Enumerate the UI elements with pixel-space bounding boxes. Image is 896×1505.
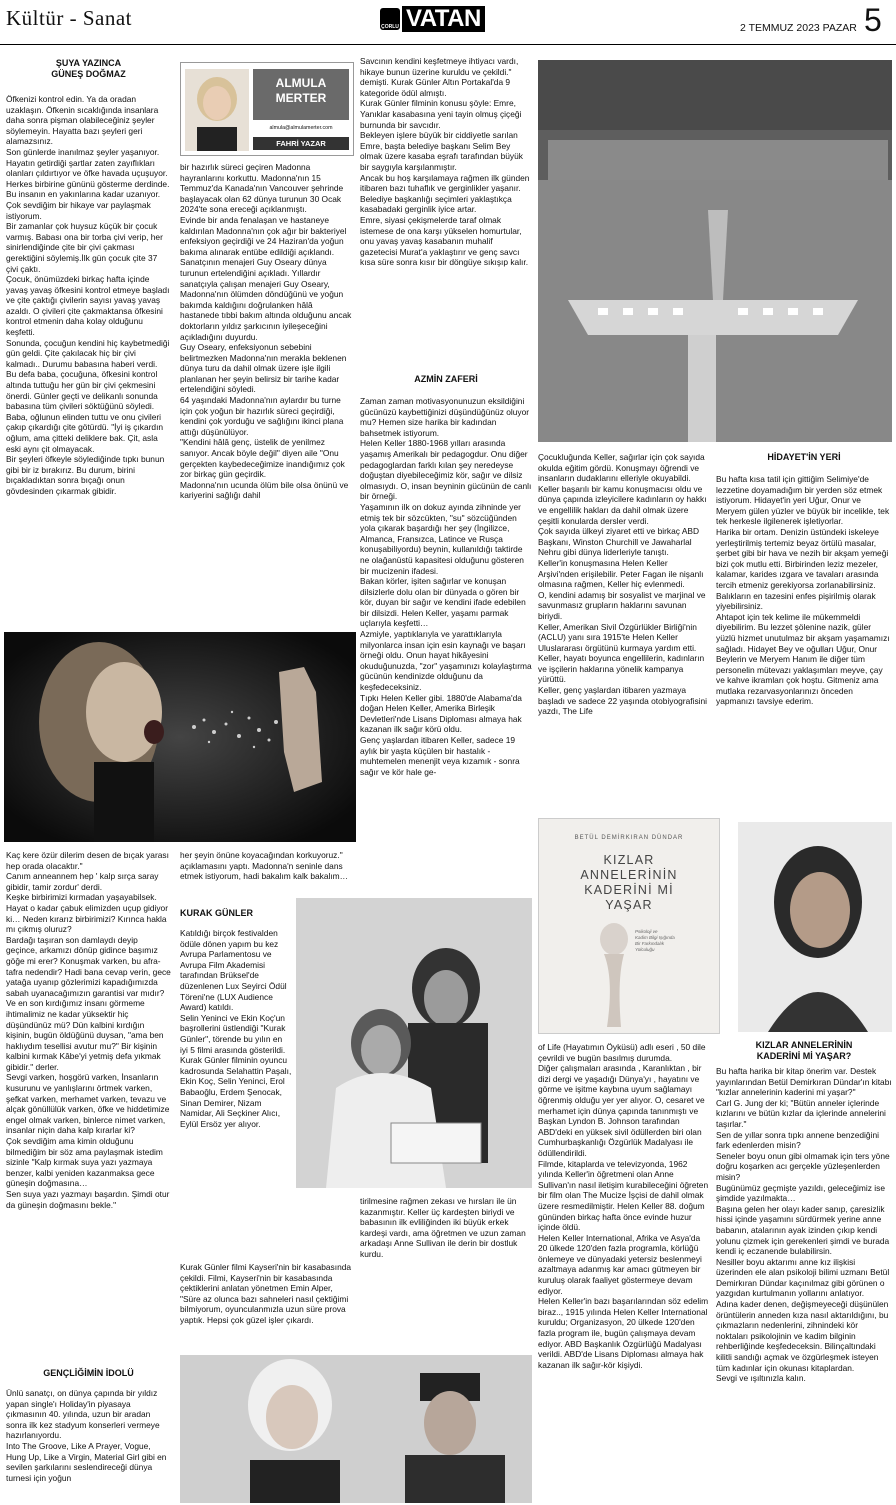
col5-heading2: KIZLAR ANNELERİNİN KADERİNİ Mİ YAŞAR?: [755, 1040, 853, 1061]
col2-body-a: bir hazırlık süreci geçiren Madonna hayranlarını korkuttu. Madonna'nın 15 Temmuz'da Kanada'nın Vancouver şehrinde başlayacak olan 62 dünya turunun 30 Ocak 2024'te sona ereceği açıklanmıştı. Evinde bir anda fenalaşan ve hastaneye kaldırılan Madonna'nın çok ağır bir bakteriyel enfeksiyon geçirdiği ve 24 Haziran'da yoğun bakıma alınarak entübe edildiği açıklandı. Sanatçının menajeri Guy Oseary dünya turunun ertelendiğini açıkladı. Yıllardır sanatçıyla çalışan menajeri Guy Oseary, Madonna'nın ölümden döndüğünü ve yoğun bakımda kaldığını doğrulanken hâlâ hastanede tıbbi bakım altında olduğunu ancak doktorların yıldız şarkıcının iyileşeceğini açıkladığını duyurdu. Guy Oseary, enfeksiyonun sebebini belirtmezken Madonna'nın merakla beklenen dünya turu da dahil olmak üzere işle ilgili planlanan her şeyin belirsiz bir tarihe kadar ertelendiğini söyledi. 64 yaşındaki Madonna'nın aylardır bu turne için çok yoğun bir hazırlık süreci geçirdiği, kendini çok yorduğu ve sağlığını ikinci plana attığı düşünülüyor. "Kendini hâlâ genç, üstelik de yenilmez sanıyor. Ancak böyle değil" diyen aile "Onu gerçekten kaybedeceğimize inandığımız çok zor birkaç gün geçirdik. Madonna'nın ucunda ölüm bile olsa önünü ve kariyerini sağlığı dahil: [180, 162, 352, 501]
col3-heading: AZMİN ZAFERİ: [414, 374, 478, 384]
helen-keller-photo: [296, 898, 532, 1188]
col2-body-c: Katıldığı birçok festivalden ödüle dönen yapım bu kez Avrupa Parlamentosu ve Avrupa Film Akademisi tarafından Brüksel'de düzenlenen Lux Seyirci Ödül Töreni'ne (LUX Audience Award) katıldı. Selin Yeninci ve Ekin Koç'un başrollerini üstlendiği "Kurak Günler", törende bu yılın en iyi 5 filmi arasında gösterildi. Kurak Günler filminin oyuncu kadrosunda Selahattin Paşalı, Ekin Koç, Selin Yeninci, Erol Babaoğlu, Erdem Şenocak, Sinan Demirer, Nizam Namidar, Ali Seçkiner Alıcı, Eylül Ersöz yer alıyor.: [180, 928, 292, 1129]
col5-body-b: Bu hafta harika bir kitap önerim var. Destek yayınlarından Betül Demirkıran Dündar'ın kitabı "kızlar annelerinin kaderini mi yaşar?" Carl G. Jung der ki; "Bütün anneler içlerinde kızlarını ve bütün kızlar da içlerinde annelerini taşırlar." Sen de yıllar sonra tıpkı annene benzediğini fark edenlerden misin? Seneler boyu onun gibi olmamak için ters yöne doğru koşarken acı gerçekle yüzleşenlerden misin? Bugünümüz geçmişte yazıldı, geleceğimiz ise şimdide yazılmakta… Başına gelen her olayı kader sanıp, çaresizlik hissi içinde yaşamını sürdürmek yerine anne babanın, atalarının ayak izinden çıkıp kendi yolunu çizmek için gerekenleri şimdi ve burada kendi iç eczanende bulabilirsin. Nesiller boyu aktarımı anne kız ilişkisi üzerinden ele alan psikoloji bilimi uzmanı Betül Demirkıran Dündar kaçınılmaz gibi görünen o yazgıdan kurtulmanın yollarını anlatıyor. Adına kader denen, değişmeyeceği düşünülen örüntülerin anneden kıza nasıl aktarıldığını, bu çıkmazların nedenlerini, zihnindeki kör noktaları psikolojinin ve kadim bilginin rehberliğinde keşfedeceksin. Bilinçaltındaki kilitli sandığı açmak ve özgürleşmek isteyen tüm kadınlar için okunası kitaplardan. Sevgi ve ışıltınızla kalın.: [716, 1066, 892, 1384]
author-portrait: [185, 69, 249, 151]
issue-date: 2 TEMMUZ 2023 PAZAR: [740, 22, 857, 34]
pier-photo: [538, 60, 892, 442]
book-cover: [538, 818, 720, 1034]
col4-body-b: of Life (Hayatımın Öyküsü) adlı eseri , 50 dile çevrildi ve bugün basılmış durumda. Diğer çalışmaları arasında , Karanlıktan , bir dizi dergi ve yaşadığı Dünya'yı , hayatını ve görme ve işitme kaybına uyum sağlamayı öğrenmiş olduğu yer yer alıyor. O, cesaret ve merhamet için dünya çapında tanınmıştı ve Başkan Lyndon B. Johnson tarafından ABD'deki en yüksek sivil ödüllerden biri olan Cumhurbaşkanlığı Özgürlük Madalyası ile ödüllendirildi. Filmde, kitaplarda ve televizyonda, 1962 yılında Keller'in öğretmeni olan Anne Sullivan'ın nasıl iletişim kurabileceğini öğreten bir film olan The Mucize İşçisi de dahil olmak üzere resmedilmiştir. Helen Keller 88. doğum gününden birkaç hafta önce evinde huzur içinde öldü. Helen Keller International, Afrika ve Asya'da 20 ülkede 120'den fazla programla, körlüğü önlemeye ve dünyadaki yetersiz beslenmeyi azaltmaya adanmış kar amacı gütmeyen bir kuruluş olarak faaliyet göstermeye devam ediyor. Helen Keller'in bazı başarılarından söz edelim biraz.., 1915 yılında Helen Keller International kuruldu; Organizasyon, 20 ülkede 120'den fazla program ile, bugün çalışmaya devam ediyor. ABD Başkanlık Özgürlüğü Madalyası verildi. ABD'de Lisans Diploması almaya hak kazanan ilk sağır-kör kişiydi.: [538, 1042, 709, 1370]
col1-heading2: GENÇLİĞİMİN İDOLÜ: [43, 1368, 134, 1378]
header-rule: [0, 44, 896, 45]
author-email[interactable]: almula@almulamerter.com: [269, 125, 333, 131]
col2-body-d: Kurak Günler filmi Kayseri'nin bir kasabasında çekildi. Filmi, Kayseri'nin bir kasabasında çektiklerini anlatan yönetmen Emin Alper, "Süre az olunca bazı sahneleri nasıl çektiğimi bilmiyorum, oyunculanmızla uzun süre prova yaptık. Hepsi çok güzel işler çıkardı.: [180, 1262, 352, 1325]
logo-badge-text: ÇORLU: [381, 24, 399, 30]
col1-body-c: Ünlü sanatçı, on dünya çapında bir yıldız yapan single'ı Holiday'in piyasaya çıkmasının 40. yılında, uzun bir aradan sonra ilk kez stadyum konserleri vermeye hazırlanıyordu. Into The Groove, Like A Prayer, Vogue, Hung Up, Like a Virgin, Material Girl gibi en sevilen şarkılarını seslendireceği dünya turnesi için yoğun: [6, 1388, 167, 1483]
book-illustration: [579, 919, 649, 1029]
logo-badge: [380, 8, 400, 30]
section-title: Kültür - Sanat: [6, 6, 132, 30]
book-title: KIZLAR ANNELERİNİN KADERİNİ Mİ YAŞAR: [580, 853, 678, 912]
col5-body-a: Bu hafta kısa tatil için gittiğim Selimiye'de lezzetine doyamadığım bir yerden söz etmek istiyorum. Hidayet'in yeri Uğur, Onur ve Meryem gülen yüzler ve büyük bir incelikle, tek tek herkesle ilgilenerek işletiyorlar. Harika bir ortam. Denizin üstündeki iskeleye yerleştirilmiş tertemiz beyaz örtülü masalar, şerbet gibi bir hava ve nezih bir akşam yemeği bizi çok mutlu etti. Birbirinden leziz mezeler, kalamar, karides ızgara ve tavaları arasında tercih etmeniz gerekiyorsa zorlanabilirsiniz. Balıkların en tazesini enfes pişirilmiş olarak yiyebilirsiniz. Ahtapot için tek kelime ile mükemmeldi diyebilirim. Bu lezzet şölenine nazik, güler yüzlü hizmet unutulmaz bir akşam yaşamamızı sağladı. Hidayet Bey ve oğulları Uğur, Onur Beylerin ve Meryem Hanım ile diğer tüm personelin mütevazı yaklaşımları meyve, çay ve kahve ikramları çok hoştu. Gitmeniz ama mutlaka rezarvasyonlarınızı önceden yapmanızı tavsiye ederim.: [716, 474, 890, 707]
book-author: BETÜL DEMİRKIRAN DÜNDAR: [574, 835, 684, 841]
author-first-name: ALMULA: [275, 76, 327, 90]
col3-body-b: Zaman zaman motivasyonunuzun eksildiğini gücünüzü kaybettiğinizi düşündüğünüz oluyor mu? Hemen size harika bir kadından bahsetmek istiyorum. Helen Keller 1880-1968 yılları arasında yaşamış Amerikalı bir pedagogdur. Onu diğer pedagoglardan farklı kılan şey neredeyse doğuştan diyebileceğimiz kör, sağır ve dilsiz olmasıydı. O, insan beyninin gücünün de canlı bir örneği. Yaşamının ilk on dokuz ayında zihninde yer etmiş tek bir sözcükten, "su" sözcüğünden yola çıkarak başardığı her şey (İngilizce, Almanca, Fransızca, Latince ve Rusça konuşabiliyordu) beynin, kullanıldığı taktirde ne olağanüstü kapasitesi olduğunu gösteren bir mucizenin ifadesi. Bakan körler, işiten sağırlar ve konuşan dilsizlerle dolu olan bir dünyada o gören bir kör, duyan bir sağır ve kendini ifade edebilen bir dilsizdi. Helen Keller, yaşamı parmak uçlarıyla keşfetti… Azmiyle, yaptıklarıyla ve yarattıklarıyla milyonlarca insan için esin kaynağı ve başarı örneği oldu. Onun hayat hikâyesini okuduğunuzda, "zor" yaşamınızı kolaylaştırma gücünün kendinizde olduğunu da keşfedeceksiniz. Tıpkı Helen Keller gibi. 1880'de Alabama'da doğan Helen Keller, Amerika Birleşik Devletleri'nde Lisans Diploması almaya hak kazanan ilk sağır körü oldu. Genç yaşlardan itibaren Keller, sadece 19 aylık bir yaşta küçülen bir hastalık - muhtemelen menenjit veya kızamık - sonra sağır ve kör hale ge-: [360, 396, 532, 777]
col1-heading: ŞUYA YAZINCA GÜNEŞ DOĞMAZ: [51, 58, 126, 79]
col3-body-c: tirilmesine rağmen zekası ve hırsları ile ün kazanmıştır. Keller üç kardeşten biriydi ve babasının ilk evliliğinden iki büyük erkek kardeşi vardı, ama öğretmen ve uzun zaman arkadaşı Anne Sullivan ile derin bir dostluk kurdu.: [360, 1196, 526, 1259]
logo: [380, 6, 510, 32]
author-box: [180, 62, 354, 156]
madonna-photo: [180, 1355, 532, 1503]
col5-heading: HİDAYET'İN YERİ: [767, 452, 841, 462]
book-author-photo: [738, 822, 892, 1032]
logo-text: VATAN: [402, 6, 485, 32]
page-number: 5: [864, 2, 882, 38]
author-name-box: [253, 69, 349, 120]
shouting-woman-photo: [4, 632, 356, 842]
book-subtitle: Psikoloji ve Kadim Bilgi Işığında Bir Farkındalık Yolculuğu: [635, 929, 675, 952]
col2-body-b: her şeyin önüne koyacağından korkuyoruz." açıklamasını yaptı. Madonna'n seninle dans etmek istiyorum, hadi bakalım kalk bakalım…: [180, 850, 349, 882]
col2-heading: KURAK GÜNLER: [180, 908, 253, 918]
col1-body-b: Kaç kere özür dilerim desen de bıçak yarası hep orada olacaktır." Canım anneannem hep ' kalp sırça saray gibidir, tamir zordur' derdi. Keşke birbirimizi kırmadan yaşayabilsek. Hayat o kadar çabuk elimizden uçup gidiyor ki… Neden kırarız birbirimizi? Kırınca hakla mı çıkmış oluruz? Bardağı taşıran son damlaydı deyip geçince, arkamızı dönüp gidince başımız göğe mi erer? Konuşmak varken, bu afra-tafra nedendir? Hadi bana cevap verin, gece yatağa uyanıp gözlerimizi kapadığımızda sabah uyanacağımızın garantisi var mıdır? Ve en son kırdığımız insanı görmeme ihtimalimiz ne kadar yüksektir hiç düşündünüz mü? Dün kalbini kırdığın kişinin, bugün öldüğünü duysan, "ama ben haklıydım tesellisi avutur mu?" Bir kişinin kalbini kırmak Kâbe'yi yetmiş defa yıkmak gibidir." derler. Sevgi varken, hoşgörü varken, İnsanların kusurunu ve yanlışlarını örtmek varken, şefkat varken, merhamet varken, tevazu ve alçak gönüllülük varken, öfke ve hiddetimize engel olmak varken, binlerce nimet varken, insanlar niçin daha kalp kırarlar ki? Çok sevdiğim ama kimin olduğunu bilmediğim bir söz ama paylaşmak istedim sizinle "Kalp kırmak suya yazı yazmaya benzer, kalbi yeniden kazanmaksa gece güneşin doğmasına… Sen suya yazı yazmayı başardın. Şimdi otur da güneşin doğmasını bekle.": [6, 850, 171, 1210]
author-last-name: MERTER: [275, 91, 327, 105]
col4-body-a: Çocukluğunda Keller, sağırlar için çok sayıda okulda eğitim gördü. Konuşmayı öğrendi ve insanların dudaklarını elleriyle okuyabildi. Keller başarılı bir kamu konuşmacısı oldu ve dünya çapında izleyicilere kadınların oy hakkı ve engellilik hakları da dahil olmak üzere çeşitli konularda dersler verdi. Çok sayıda ülkeyi ziyaret etti ve birkaç ABD Başkanı, Winston Churchill ve Jawaharlal Nehru gibi dünya liderleriyle tanıştı. Keller'in konuşmasına Helen Keller Arşivi'nden erişilebilir. Peter Fagan ile nişanlı olmasına rağmen, Keller hiç evlenmedi. O, kendini adamış bir sosyalist ve marjinal ve savunmasız grupların haklarını savunan biriydi. Keller, Amerikan Sivil Özgürlükler Birliği'nin (ACLU) yanı sıra 1915'te Helen Keller Uluslararası örgütünü kurmaya yardım etti. Keller, hayatı boyunca engellilerin, kadınların ve işçilerin haklarına yönelik kampanya yürüttü. Keller, genç yaşlardan itibaren yazmaya başladı ve sadece 22 yaşında otobiyografisini yazdı, The Life: [538, 452, 708, 717]
author-role: FAHRİ YAZAR: [253, 137, 349, 150]
col3-body-a: Savcının kendini keşfetmeye ihtiyacı vardı, hikaye bunun üzerine kuruldu ve çekildi." demişti. Kurak Günler Altın Portakal'da 9 kategoride ödül almıştı. Kurak Günler filminin konusu şöyle: Emre, Yanıklar kasabasına yeni tayin olmuş çiçeği burnunda bir savcıdır. Bekleyen işlere büyük bir ciddiyetle sarılan Emre, başta belediye başkanı Selim Bey olmak üzere kasaba eşrafı tarafından büyük bir saygıyla karşılanmıştır. Ancak bu hoş karşılamaya rağmen ilk günden itibaren bazı tuhaflık ve gerginlikler yaşanır. Belediye başkanlığı seçimleri yaklaştıkça kasabadaki gerginlik iyice artar. Emre, siyasi çekişmelerde taraf olmak istemese de ona karşı yükselen homurtular, onu yavaş yavaş kasabanın muhalif gazetecisi Murat'a yaklaştırır ve genç savcı kısa süre sonra kısır bir döngüye sıkışıp kalır.: [360, 56, 530, 268]
col1-body-a: Öfkenizi kontrol edin. Ya da oradan uzaklaşın. Öfkenin sıcaklığında insanlara daha sonra pişman olabileceğiniz şeyler söylemeyin. Hayatta bazı şeyleri geri alamazsınız. Son günlerde inanılmaz şeyler yaşanıyor. Hayatın getirdiği şartlar zaten zayıflıkları olanları çıldırtıyor ve öfke havada uçuşuyor. Herkes birbirine gününü gösterme derdinde. Bu insanın en yakınlarına kadar uzanıyor. Çok sevdiğim bir hikaye var paylaşmak istiyorum. Bir zamanlar çok huysuz küçük bir çocuk varmış. Babası ona bir torba çivi verip, her sinirlendiğinde çite bir çivi çakması gerektiğini söylemiş.İlk gün çocuk çite 37 çivi çaktı. Çocuk, önümüzdeki birkaç hafta içinde yavaş yavaş öfkesini kontrol etmeye başladı ve çite çaktığı çivilerin sayısı yavaş yavaş azaldı. O çivileri çite çakmaktansa öfkesini kontrol etmenin daha kolay olduğunu keşfetti. Sonunda, çocuğun kendini hiç kaybetmediği gün geldi. Çite çakılacak hiç bir çivi kalmadı.. Durumu babasına haberi verdi. Bu defa baba, çocuğuna, öfkesini kontrol altında tuttuğu her gün bir çivi çekmesini önerdi. Günler geçti ve delikanlı sonunda babasına tüm çivileri söktüğünü söyledi. Baba, oğlunun elinden tuttu ve onu çivileri çakıp çıkardığı çite götürdü. "İyi iş çıkardın oğlum, ama çitteki deliklere bak. Çit, asla eski aynı çit olmayacak. Bir şeyleri öfkeyle söylediğinde tıpkı bunun gibi bir iz bırakırız. Bu durum, birini bıçakladıktan sonra bıçağı onun gövdesinden çıkarmak gibidir.: [6, 94, 170, 496]
